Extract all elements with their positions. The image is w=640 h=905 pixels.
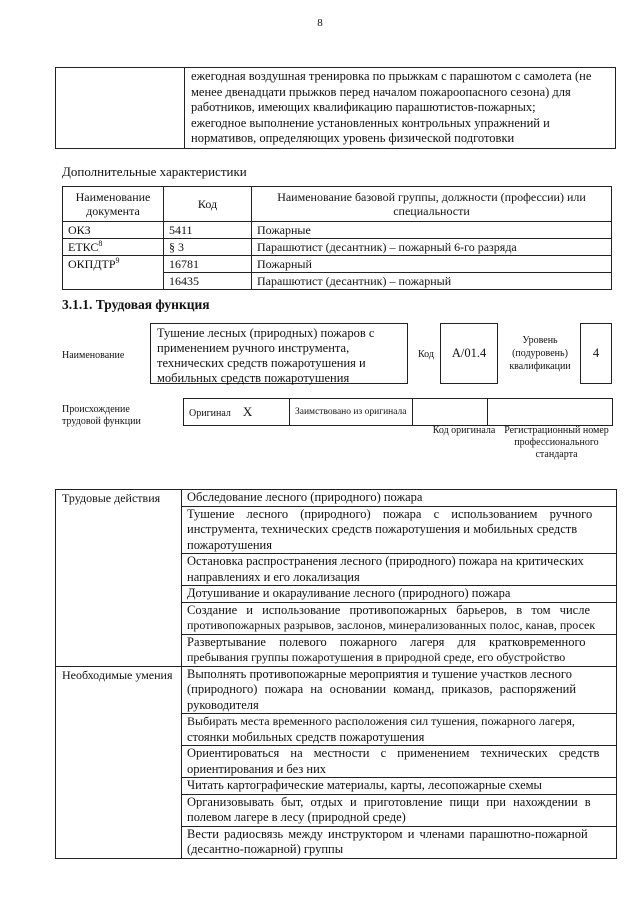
list-item: Выполнять противопожарные мероприятия и тушение участков лесного (природного) пожара на основании команд, приказов, распоряжений руководителя <box>182 666 617 714</box>
footnote-ref: 9 <box>115 256 120 265</box>
text-line: работников, имеющих квалификацию парашютистов-пожарных; <box>191 100 536 114</box>
reg-number-cell <box>488 399 613 426</box>
requirements-cell <box>185 68 616 149</box>
name-cell: Пожарные <box>252 222 612 239</box>
code-cell: 16435 <box>164 273 252 290</box>
code-original-cell <box>413 399 488 426</box>
continuation-table <box>55 67 616 149</box>
additional-table <box>62 186 612 290</box>
list-item: Развертывание полевого пожарного лагеря для кратковременного пребывания группы пожаротушения в природной среде, его обустройство <box>182 634 617 666</box>
level-box: 4 <box>580 323 612 384</box>
text-line: нормативов, определяющих уровень физической подготовки <box>191 131 515 145</box>
text-line: мобильных средств пожаротушения <box>157 371 350 385</box>
main-table <box>55 489 617 859</box>
additional-heading: Дополнительные характеристики <box>62 164 247 179</box>
table-row <box>63 222 612 239</box>
code-cell: 5411 <box>164 222 252 239</box>
name-cell: Пожарный <box>252 256 612 273</box>
name-label: Наименование <box>62 350 125 361</box>
function-code-box: А/01.4 <box>440 323 498 384</box>
list-item: Остановка распространения лесного (природного) пожара на критических направлениях и его локализация <box>182 554 617 586</box>
labor-actions-label: Трудовые действия <box>56 490 182 667</box>
text-line: технических средств пожаротушения и <box>157 356 366 370</box>
list-item: Дотушивание и окарауливание лесного (природного) пожара <box>182 586 617 603</box>
list-item: Ориентироваться на местности с применением технических средств ориентирования и без них <box>182 746 617 778</box>
doc-cell: ОКПДТР$^9$ <box>63 256 164 290</box>
text-line: ежегодное выполнение установленных контрольных упражнений и <box>191 115 550 130</box>
name-cell: Парашютист (десантник) – пожарный 6-го разряда <box>252 239 612 256</box>
skills-label: Необходимые умения <box>56 666 182 858</box>
origin-table <box>183 398 613 426</box>
page-number: 8 <box>317 17 323 29</box>
section-title: 3.1.1. Трудовая функция <box>62 297 210 312</box>
text-line: применением ручного инструмента, <box>157 341 350 355</box>
text-line: ежегодная воздушная тренировка по прыжкам с парашютом с самолета (не <box>191 69 592 83</box>
borrowed-cell: Заимствовано из оригинала <box>290 399 413 426</box>
table-row <box>56 666 617 714</box>
text-line: Тушение лесных (природных) пожаров с <box>157 326 375 340</box>
col-header-doc: Наименование документа <box>63 187 164 222</box>
list-item: Создание и использование противопожарных барьеров, в том числе противопожарных разрывов, заслонов, минерализованных полос, канав, просек <box>182 602 617 634</box>
footnote-ref: 8 <box>98 239 103 248</box>
col-header-code: Код <box>164 187 252 222</box>
doc-cell: ОКЗ <box>63 222 164 239</box>
code-cell: § 3 <box>164 239 252 256</box>
code-label: Код <box>418 349 434 360</box>
empty-cell <box>56 68 185 149</box>
code-cell: 16781 <box>164 256 252 273</box>
doc-cell: ЕТКС$^8$ <box>63 239 164 256</box>
list-item: Вести радиосвязь между инструктором и членами парашютно-пожарной (десантно-пожарной) группы <box>182 826 617 858</box>
original-cell: Оригинал X <box>184 399 290 426</box>
list-item: Выбирать места временного расположения сил тушения, пожарного лагеря, стоянки мобильных средств пожаротушения <box>182 714 617 746</box>
table-row <box>63 256 612 273</box>
origin-label: Происхождение трудовой функции <box>62 404 141 427</box>
text-line: менее двенадцати прыжков перед началом пожароопасного сезона) для <box>191 84 571 99</box>
list-item: Обследование лесного (природного) пожара <box>182 490 617 507</box>
name-cell: Парашютист (десантник) – пожарный <box>252 273 612 290</box>
level-label: Уровень (подуровень) квалификации <box>509 335 571 372</box>
x-mark: X <box>242 404 253 419</box>
col-header-name: Наименование базовой группы, должности (профессии) или специальности <box>252 187 612 222</box>
table-row <box>56 490 617 507</box>
reg-number-caption: Регистрационный номер профессионального стандарта <box>504 425 609 460</box>
list-item: Тушение лесного (природного) пожара с использованием ручного инструмента, технических средств пожаротушения и мобильных средств пожаротушения <box>182 506 617 554</box>
function-name-box <box>150 323 408 384</box>
list-item: Организовывать быт, отдых и приготовление пищи при нахождении в полевом лагере в лесу (природной среде) <box>182 794 617 826</box>
list-item: Читать картографические материалы, карты, лесопожарные схемы <box>182 778 617 795</box>
code-original-caption: Код оригинала <box>432 425 496 436</box>
table-row <box>63 239 612 256</box>
